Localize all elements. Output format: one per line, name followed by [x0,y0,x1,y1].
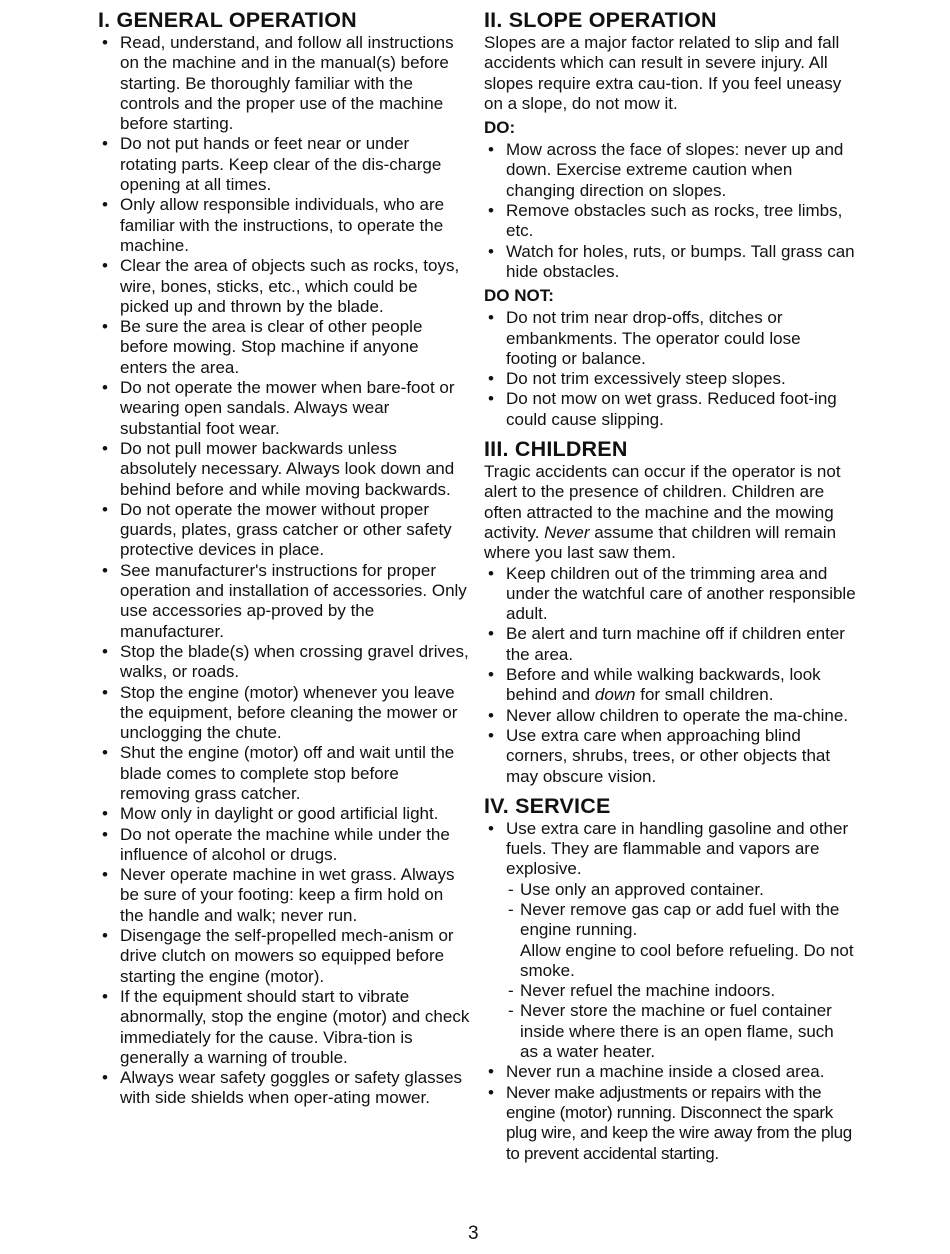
list-item: • If the equipment should start to vibrate abnormally, stop the engine (motor) and check immediately for the cause. Vibra-tion is generally a warning of trouble. [98,987,470,1068]
list-item: • Never make adjustments or repairs with the engine (motor) running. Disconnect the spark plug wire, and keep the wire away from the plug to prevent accidental starting. [484,1083,856,1164]
section-heading-slope-operation: II. SLOPE OPERATION [484,8,717,32]
page-number: 3 [468,1223,479,1244]
list-item: • Do not operate the machine while under the influence of alcohol or drugs. [98,825,470,866]
list-item: • Do not mow on wet grass. Reduced foot-ing could cause slipping. [484,389,856,430]
list-item: • Disengage the self-propelled mech-anism or drive clutch on mowers so equipped before starting the engine (motor). [98,926,470,987]
children-intro [484,462,856,563]
list-item [484,819,856,1063]
children-intro-text: Tragic accidents can occur if the operator is not alert to the presence of children. Children are often attracted to the machine and the mowing activity. [484,462,841,542]
list-item: • Keep children out of the trimming area and under the watchful care of another responsible adult. [484,564,856,625]
section-heading-service: IV. SERVICE [484,793,611,818]
sublist-item: - Never refuel the machine indoors. [506,981,856,1001]
list-item: • Be alert and turn machine off if children enter the area. [484,624,856,665]
do-heading: DO: [484,118,516,138]
list-item-text-end: for small children. [635,685,774,705]
list-item: • Do not put hands or feet near or under rotating parts. Keep clear of the dis-charge opening at all times. [98,134,470,195]
list-item: • Do not trim excessively steep slopes. [484,369,856,389]
children-intro-text-end: assume that children will remain where you last saw them. [484,522,837,563]
list-item: • Do not operate the mower when bare-foot or wearing open sandals. Always wear substantial foot wear. [98,378,470,439]
general-operation-list [98,33,470,1109]
sublist-note: Allow engine to cool before refueling. Do not smoke. [520,940,854,980]
list-item: • Use extra care when approaching blind corners, shrubs, trees, or other objects that may obscure vision. [484,726,856,787]
list-item: • Be sure the area is clear of other people before mowing. Stop machine if anyone enters the area. [98,317,470,378]
list-item: • Always wear safety goggles or safety glasses with side shields when oper-ating mower. [98,1068,470,1109]
list-item-emphasis: down [594,685,636,705]
sublist-item: - Use only an approved container. [506,880,856,900]
list-item: • Remove obstacles such as rocks, tree limbs, etc. [484,201,856,242]
section-heading-general-operation: I. GENERAL OPERATION [98,8,357,32]
list-item: • Never run a machine inside a closed area. [484,1062,856,1082]
do-not-heading: DO NOT: [484,286,554,306]
slope-operation-section [484,7,856,430]
list-item: • Watch for holes, ruts, or bumps. Tall grass can hide obstacles. [484,242,856,283]
list-item-text: Use extra care in handling gasoline and other fuels. They are flammable and vapors are explosive. [506,818,849,879]
do-list [484,140,856,282]
fuel-sublist [506,880,856,941]
sublist-item: - Never store the machine or fuel container inside where there is an open flame, such as a water heater. [506,1001,856,1062]
list-item-text: Before and while walking backwards, look behind and [506,665,821,705]
service-list [484,819,856,1164]
children-intro-emphasis: Never [544,522,590,542]
list-item: • Stop the engine (motor) whenever you leave the equipment, before cleaning the mower or unclogging the chute. [98,683,470,744]
list-item: • Do not pull mower backwards unless absolutely necessary. Always look down and behind before and while moving backwards. [98,439,470,500]
sublist-item: - Never remove gas cap or add fuel with the engine running. [506,900,856,941]
list-item: • Never allow children to operate the ma-chine. [484,706,856,726]
children-section [484,436,856,787]
list-item: • Never operate machine in wet grass. Always be sure of your footing: keep a firm hold on the handle and walk; never run. [98,865,470,926]
list-item: • Mow only in daylight or good artificial light. [98,804,470,824]
service-section [484,793,856,1164]
list-item [484,665,856,706]
section-heading-children: III. CHILDREN [484,437,628,462]
children-list [484,564,856,787]
list-item: • Do not trim near drop-offs, ditches or embankments. The operator could lose footing or balance. [484,308,856,369]
list-item: • Shut the engine (motor) off and wait until the blade comes to complete stop before removing grass catcher. [98,743,470,804]
fuel-sublist-continued [506,981,856,1062]
slope-intro: Slopes are a major factor related to slip and fall accidents which can result in severe injury. All slopes require extra cau-tion. If you feel uneasy on a slope, do not mow it. [484,33,842,113]
do-not-list [484,308,856,430]
list-item: • Only allow responsible individuals, who are familiar with the instructions, to operate the machine. [98,195,470,256]
list-item: • See manufacturer's instructions for proper operation and installation of accessories. Only use accessories ap-proved by the manufacturer. [98,561,470,642]
left-column [98,7,470,1109]
list-item: • Mow across the face of slopes: never up and down. Exercise extreme caution when changing direction on slopes. [484,140,856,201]
list-item: • Stop the blade(s) when crossing gravel drives, walks, or roads. [98,642,470,683]
list-item: • Clear the area of objects such as rocks, toys, wire, bones, sticks, etc., which could be picked up and thrown by the blade. [98,256,470,317]
right-column [484,7,856,1164]
list-item: • Read, understand, and follow all instructions on the machine and in the manual(s) before starting. Be thoroughly familiar with the controls and the proper use of the machine before starting. [98,33,470,134]
list-item: • Do not operate the mower without proper guards, plates, grass catcher or other safety protective devices in place. [98,500,470,561]
